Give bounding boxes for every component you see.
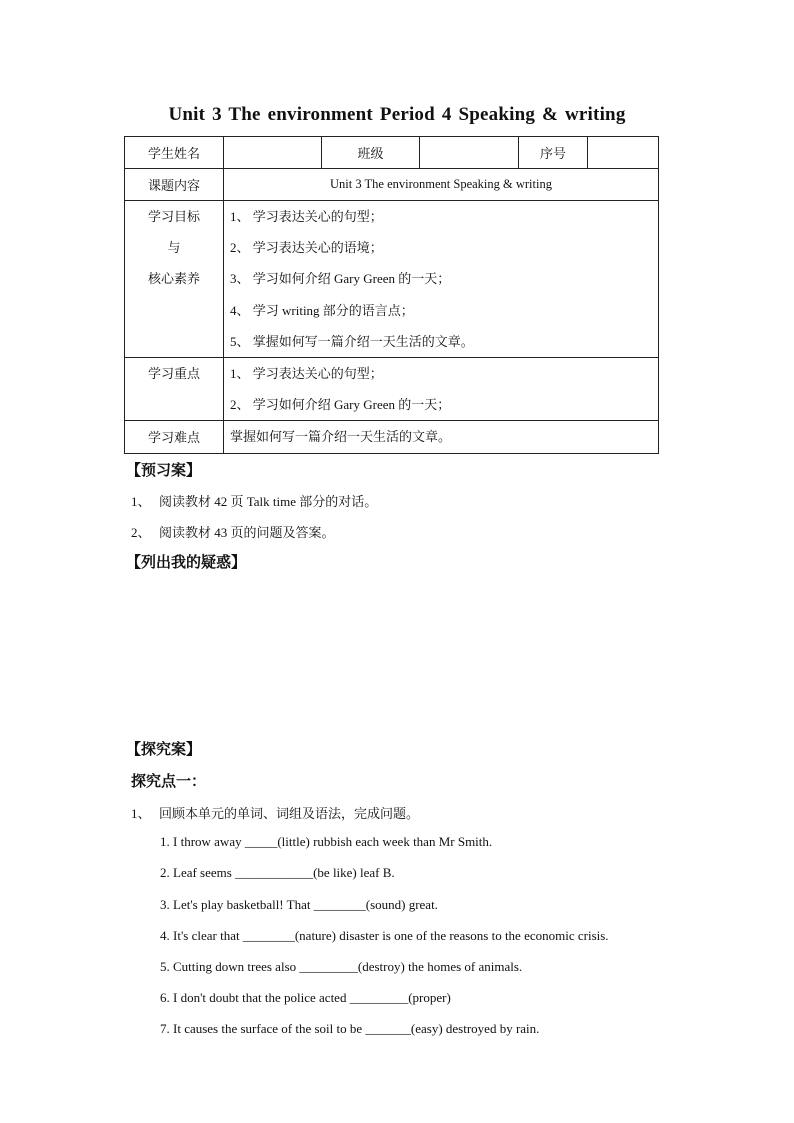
key-label [125, 357, 224, 420]
table-row [125, 421, 659, 453]
list-item: 5、 掌握如何写一篇介绍一天生活的文章。 [230, 333, 474, 349]
item-text: 阅读教材 42 页 Talk time 部分的对话。 [159, 494, 378, 509]
question-text: 6. I don't doubt that the police acted [160, 990, 350, 1005]
key-points-list [224, 357, 659, 420]
item-text: 阅读教材 43 页的问题及答案。 [159, 525, 335, 540]
page-title: Unit 3 The environment Period 4 Speaking & writing [168, 104, 626, 125]
name-label: 学生姓名 [125, 137, 224, 169]
content-label: 课题内容 [125, 169, 224, 201]
question-text: 5. Cutting down trees also [160, 959, 300, 974]
doubts-writing-area[interactable] [126, 580, 661, 730]
question-5 [160, 959, 522, 975]
list-item: 1、 学习表达关心的句型； [230, 365, 383, 381]
explore-instruction [131, 803, 419, 822]
key-label-line: 学习重点 [147, 365, 200, 381]
explore-point-heading: 探究点一： [131, 774, 207, 790]
difficulty-value [224, 421, 659, 453]
question-hint: (sound) great. [365, 897, 438, 912]
item-number: 1、 [131, 494, 151, 509]
question-hint: (little) rubbish each week than Mr Smith. [277, 834, 493, 849]
class-label: 班级 [322, 137, 420, 169]
number-label: 序号 [519, 137, 588, 169]
info-table [124, 136, 659, 454]
difficulty-label: 学习难点 [125, 421, 224, 453]
goals-label [125, 201, 224, 358]
class-field[interactable] [420, 137, 519, 169]
question-2 [160, 865, 395, 881]
question-3 [160, 897, 438, 913]
answer-blank[interactable]: ________ [313, 897, 366, 912]
question-6 [160, 990, 451, 1006]
question-text: 3. Let's play basketball! That [160, 897, 314, 912]
item-number: 1、 [131, 806, 151, 821]
explore-heading: 【探究案】 [126, 742, 202, 758]
goals-list [224, 201, 659, 358]
answer-blank[interactable]: _________ [349, 990, 409, 1005]
goals-label-line: 与 [167, 240, 181, 256]
content-value: Unit 3 The environment Speaking & writing [224, 169, 659, 201]
list-item: 2、 学习如何介绍 Gary Green 的一天； [230, 397, 451, 413]
list-item: 1、 学习表达关心的句型； [230, 209, 383, 224]
question-hint: (be like) leaf B. [313, 865, 395, 880]
table-row [125, 201, 659, 358]
preview-item-2 [131, 522, 335, 541]
question-text: 7. It causes the surface of the soil to be [160, 1021, 366, 1036]
question-text: 2. Leaf seems [160, 865, 236, 880]
question-1 [160, 834, 492, 850]
item-number: 2、 [131, 525, 151, 540]
answer-blank[interactable]: _____ [244, 834, 278, 849]
question-7 [160, 1021, 539, 1037]
list-item: 2、 学习表达关心的语境； [230, 240, 383, 256]
list-item: 掌握如何写一篇介绍一天生活的文章。 [230, 429, 452, 445]
question-text: 4. It's clear that [160, 928, 243, 943]
preview-item-1 [131, 491, 377, 510]
question-hint: (proper) [408, 990, 451, 1005]
goals-label-line: 核心素养 [147, 271, 200, 287]
question-hint: (destroy) the homes of animals. [357, 959, 523, 974]
question-4 [160, 928, 609, 944]
doubts-heading: 【列出我的疑惑】 [126, 555, 247, 571]
question-hint: (easy) destroyed by rain. [410, 1021, 540, 1036]
question-text: 1. I throw away [160, 834, 245, 849]
instruction-text: 回顾本单元的单词、词组及语法，完成问题。 [159, 806, 420, 821]
list-item: 4、 学习 writing 部分的语言点； [230, 302, 414, 318]
table-row [125, 137, 659, 169]
answer-blank[interactable]: ____________ [235, 865, 314, 880]
goals-label-line: 学习目标 [147, 209, 200, 224]
number-field[interactable] [588, 137, 659, 169]
answer-blank[interactable]: ________ [242, 928, 295, 943]
answer-blank[interactable]: _________ [299, 959, 358, 974]
name-field[interactable] [224, 137, 322, 169]
table-row [125, 357, 659, 420]
table-row [125, 169, 659, 201]
answer-blank[interactable]: _______ [365, 1021, 411, 1036]
question-hint: (nature) disaster is one of the reasons to the economic crisis. [294, 928, 609, 943]
preview-heading: 【预习案】 [126, 463, 202, 479]
list-item: 3、 学习如何介绍 Gary Green 的一天； [230, 271, 451, 287]
